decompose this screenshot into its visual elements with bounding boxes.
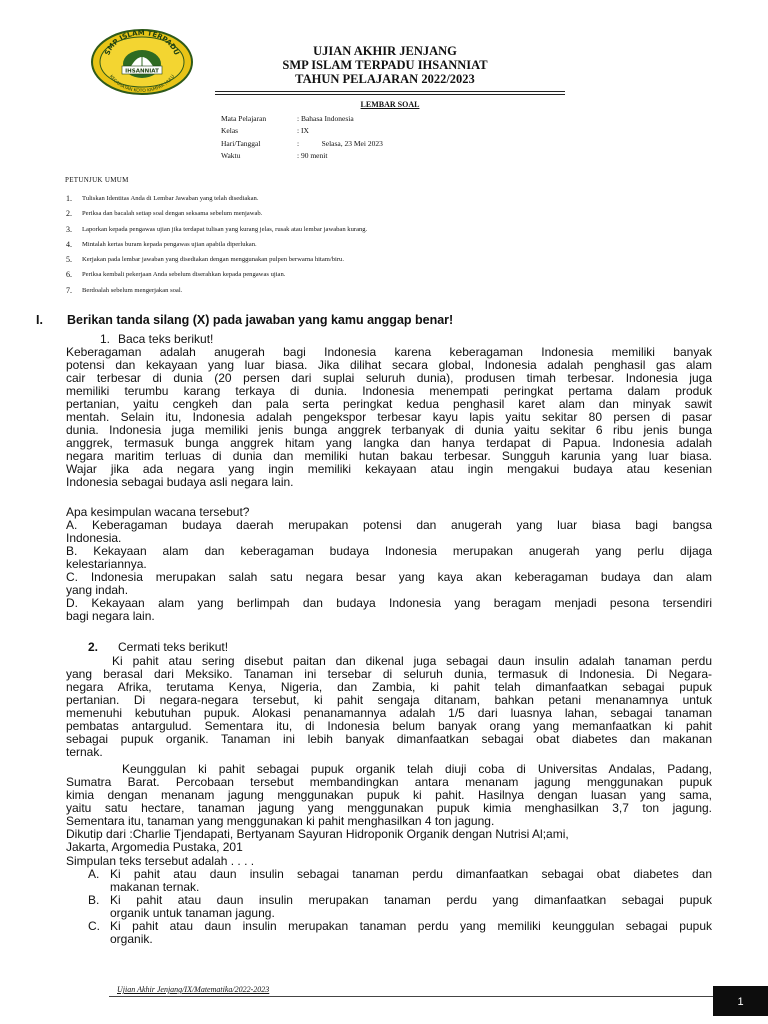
instruction-text: Tuliskan Identitas Anda di Lembar Jawaban yang telah disediakan.: [82, 195, 259, 202]
instruction-item: [63, 207, 583, 221]
q2-passage-line: Sumatra Barat. Percobaan tersebut membandingkan antara menanam jagung menggunakan pupuk: [66, 775, 712, 789]
q2-passage-line: sebagai pupuk organik. Tanaman ini lebih banyak dimanfaatkan sebagai obat diabetes dan makanan: [66, 732, 712, 746]
q2-option-a-cont: makanan ternak.: [110, 880, 200, 894]
logo-text-middle: IHSANNIAT: [125, 68, 159, 75]
instruction-text: Kerjakan pada lembar jawaban yang disediakan dengan menggunakan pulpen berwarna hitam/biru.: [82, 256, 345, 263]
instruction-text: Mintalah kertas buram kepada pengawas ujian apabila diperlukan.: [82, 241, 257, 248]
q1-passage-line: potensi dan kekayaan yang luar biasa. Jika dilihat secara global, Indonesia adalah penghasil gas alam: [66, 358, 712, 372]
q1-option-a[interactable]: A. Keberagaman budaya daerah merupakan potensi dan anugerah yang luar biasa bagi bangsa: [66, 518, 712, 532]
instruction-item: [63, 192, 583, 206]
instruction-text: Berdoalah sebelum mengerjakan soal.: [82, 287, 183, 294]
instruction-item: [63, 268, 583, 282]
q1-passage-line: Indonesia sebagai budaya asli negara lain.: [66, 475, 294, 489]
meta-row-time: [221, 150, 521, 162]
instruction-number: 4.: [66, 240, 72, 249]
q2-passage-line: pertanian. Di negara-negara tersebut, ki pahit sengaja ditanam, bahkan petani menanamnya untuk: [66, 693, 712, 707]
meta-row-class: [221, 125, 521, 137]
page-number: 1: [713, 986, 768, 1016]
meta-label: Kelas: [221, 126, 239, 135]
q2-option-c-letter[interactable]: C.: [88, 919, 100, 933]
q1-option-d-cont: bagi negara lain.: [66, 609, 155, 623]
q2-source-line: Dikutip dari :Charlie Tjendapati, Bertyanam Sayuran Hidroponik Organik dengan Nutrisi Al;ami,: [66, 827, 569, 841]
q1-passage-line: Wajar jika ada negara yang ingin memiliki kekayaan atau ingin mengakui budaya atau kesenian: [66, 462, 712, 476]
footer-divider: [109, 996, 768, 997]
q2-option-c[interactable]: Ki pahit atau daun insulin merupakan tanaman perdu yang memiliki keunggulan sebagai pupuk: [110, 919, 712, 933]
q1-option-b[interactable]: B. Kekayaan alam dan keberagaman budaya Indonesia merupakan anugerah yang perlu dijaga: [66, 544, 712, 558]
q2-option-a-letter[interactable]: A.: [88, 867, 100, 881]
section-number: I.: [36, 313, 43, 327]
q2-option-c-cont: organik.: [110, 932, 153, 946]
meta-label: Mata Pelajaran: [221, 114, 267, 123]
q1-passage-line: mentah. Selain itu, Indonesia adalah pengekspor terbesar kayu lapis yaitu sekitar 80 persen di pasar: [66, 410, 712, 424]
q1-prompt: Baca teks berikut!: [118, 332, 214, 346]
q1-passage-line: anggrek, termasuk bunga anggrek hitam yang langka dan hanya terdapat di Papua. Indonesia adalah: [66, 436, 712, 450]
q2-option-b[interactable]: Ki pahit atau daun insulin merupakan tanaman perdu yang dimanfaatkan sebagai pupuk: [110, 893, 712, 907]
q2-passage-line: pembatas antargulud. Sementara itu, di Indonesia belum banyak orang yang memanfaatkan ki pahit: [66, 719, 712, 733]
meta-value: : IX: [297, 126, 309, 135]
instructions-heading: PETUNJUK UMUM: [65, 176, 129, 184]
section-instruction: Berikan tanda silang (X) pada jawaban yang kamu anggap benar!: [67, 313, 454, 327]
meta-value: : Selasa, 23 Mei 2023: [297, 139, 383, 148]
header-divider-thin: [215, 94, 565, 95]
q1-passage-line: Keberagaman adalah anugerah bagi Indonesia karena keberagaman Indonesia memiliki banyak: [66, 345, 712, 359]
logo-text-bottom: KECAMATAN KOTO KAMPAR HULU: [107, 74, 177, 95]
instruction-number: 3.: [66, 225, 72, 234]
instruction-number: 5.: [66, 255, 72, 264]
instruction-number: 2.: [66, 209, 72, 218]
school-logo: [88, 24, 196, 96]
q1-option-c[interactable]: C. Indonesia merupakan salah satu negara besar yang kaya akan keberagaman budaya dan alam: [66, 570, 712, 584]
meta-label: Hari/Tanggal: [221, 139, 261, 148]
q1-option-b-cont: kelestariannya.: [66, 557, 147, 571]
q2-option-b-cont: organik untuk tanaman jagung.: [110, 906, 275, 920]
instruction-item: [63, 253, 583, 267]
q2-passage-line: Ki pahit atau sering disebut paitan dan dikenal juga sebagai daun insulin adalah tanaman perdu: [112, 654, 712, 668]
instruction-number: 1.: [66, 194, 72, 203]
q2-passage-line: kimia dengan menanam jagung menggunakan pupuk ki pahit. Hasilnya dengan luasan yang sama,: [66, 788, 712, 802]
q1-passage-line: memiliki terumbu karang terkaya di dunia. Indonesia menempati peringkat pertama dalam produk: [66, 384, 712, 398]
q2-passage-line: ternak.: [66, 745, 103, 759]
q2-number: 2.: [88, 640, 99, 654]
header-line-2: SMP ISLAM TERPADU IHSANNIAT: [282, 58, 488, 72]
meta-value: : 90 menit: [297, 151, 328, 160]
sheet-title: LEMBAR SOAL: [360, 100, 420, 109]
q2-prompt: Cermati teks berikut!: [118, 640, 229, 654]
q2-passage-line: memenuhi kebutuhan pupuk. Alokasi penanamannya adalah 1/5 dari luasnya lahan, sebagai tanaman: [66, 706, 712, 720]
q1-option-a-cont: Indonesia.: [66, 531, 122, 545]
q1-option-c-cont: yang indah.: [66, 583, 129, 597]
instruction-number: 6.: [66, 270, 72, 279]
header-divider: [215, 91, 565, 92]
instruction-item: [63, 238, 583, 252]
instruction-item: [63, 223, 583, 237]
q1-passage-line: negara maritim terluas di dunia dan memiliki hutan bakau terbesar. Sungguh karunia yang luar biasa.: [66, 449, 712, 463]
q2-passage-line: yang berasal dari Meksiko. Tanaman ini tersebar di seluruh dunia, termasuk di Indonesia. Di Negara-: [66, 667, 712, 681]
q2-source-line: Jakarta, Argomedia Pustaka, 201: [66, 840, 243, 854]
q2-question: Simpulan teks tersebut adalah . . . .: [66, 854, 255, 868]
header-line-1: UJIAN AKHIR JENJANG: [313, 44, 457, 58]
meta-row-subject: [221, 113, 521, 125]
footer-text: Ujian Akhir Jenjang/IX/Matematika/2022-2023: [117, 985, 270, 994]
q2-passage-line: Sementara itu, tanaman yang menggunakan ki pahit menghasilkan 4 ton jagung.: [66, 814, 495, 828]
q1-option-d[interactable]: D. Kekayaan alam yang berlimpah dan budaya Indonesia yang beragam menjadi pesona tersendiri: [66, 596, 712, 610]
q2-option-b-letter[interactable]: B.: [88, 893, 100, 907]
q2-passage-line: yaitu satu hectare, tanaman jagung yang menggunakan pupuk kimia menghasilkan 3,7 ton jagung.: [66, 801, 712, 815]
q2-option-a[interactable]: Ki pahit atau daun insulin sebagai tanaman perdu dimanfaatkan sebagai obat diabetes dan: [110, 867, 712, 881]
q1-passage-line: dunia. Indonesia juga memiliki jenis bunga anggrek terbanyak di dunia yaitu sekitar 6 ribu jenis bunga: [66, 423, 712, 437]
q1-question: Apa kesimpulan wacana tersebut?: [66, 505, 250, 519]
logo-text-top: SMP ISLAM TERPADU: [103, 28, 181, 57]
q2-passage-line: Keunggulan ki pahit sebagai pupuk organik telah diuji coba di Universitas Andalas, Padang,: [122, 762, 712, 776]
meta-value: : Bahasa Indonesia: [297, 114, 354, 123]
q1-passage-line: cair terbesar di dunia (20 persen dari suplai seluruh dunia), produsen timah terbesar. Indonesia juga: [66, 371, 712, 385]
header-line-3: TAHUN PELAJARAN 2022/2023: [295, 72, 475, 86]
instruction-text: Periksa dan bacalah setiap soal dengan seksama sebelum menjawab.: [82, 210, 263, 217]
q1-passage-line: pertanian, yaitu cengkeh dan pala serta peringkat kedua penghasil karet alam dan minyak sawit: [66, 397, 712, 411]
instruction-text: Periksa kembali pekerjaan Anda sebelum diserahkan kepada pengawas ujian.: [82, 271, 286, 278]
meta-row-date: [221, 138, 521, 150]
q1-number: 1.: [100, 332, 111, 346]
meta-label: Waktu: [221, 151, 241, 160]
instruction-item: [63, 284, 583, 298]
instruction-text: Laporkan kepada pengawas ujian jika terdapat tulisan yang kurang jelas, rusak atau lembar jawaban kurang.: [82, 226, 368, 233]
q2-passage-line: negara Afrika, terutama Kenya, Nigeria, dan Zambia, ki pahit telah dimanfaatkan sebagai pupuk: [66, 680, 712, 694]
instruction-number: 7.: [66, 286, 72, 295]
